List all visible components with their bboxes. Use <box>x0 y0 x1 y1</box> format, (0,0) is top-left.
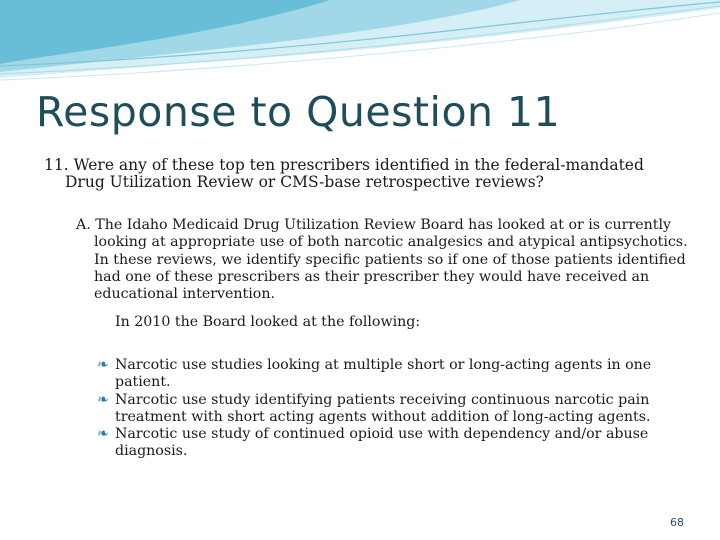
slide-title: Response to Question 11 <box>36 88 561 136</box>
bullet-text: Narcotic use study identifying patients receiving continuous narcotic pain treatment with short acting agents without addition of long-acting agents. <box>115 391 651 425</box>
leaf-bullet-icon: ❧ <box>97 357 109 373</box>
list-item <box>97 392 682 427</box>
list-item <box>97 426 682 461</box>
leaf-bullet-icon: ❧ <box>97 391 109 408</box>
leaf-bullet-icon: ❧ <box>97 426 109 443</box>
intro-text: In 2010 the Board looked at the following: <box>115 314 421 330</box>
list-item <box>97 357 682 392</box>
bullet-text: Narcotic use study of continued opioid use with dependency and/or abuse diagnosis. <box>115 426 649 460</box>
bullet-text: Narcotic use studies looking at multiple short or long-acting agents in one patient. <box>115 357 652 391</box>
page-number: 68 <box>670 516 684 529</box>
question-text: 11. Were any of these top ten prescribers identified in the federal-mandated Drug Utilization Review or CMS-base retrospective reviews? <box>44 156 644 191</box>
bullet-list <box>97 357 682 461</box>
answer-text: A. The Idaho Medicaid Drug Utilization Review Board has looked at or is currently looking at appropriate use of both narcotic analgesics and atypical antipsychotics. In these reviews, we identify specific patients so if one of those patients identified had one of these prescribers as their prescriber they would have received an educational intervention. <box>76 217 688 303</box>
header-wave-decoration <box>0 0 720 90</box>
